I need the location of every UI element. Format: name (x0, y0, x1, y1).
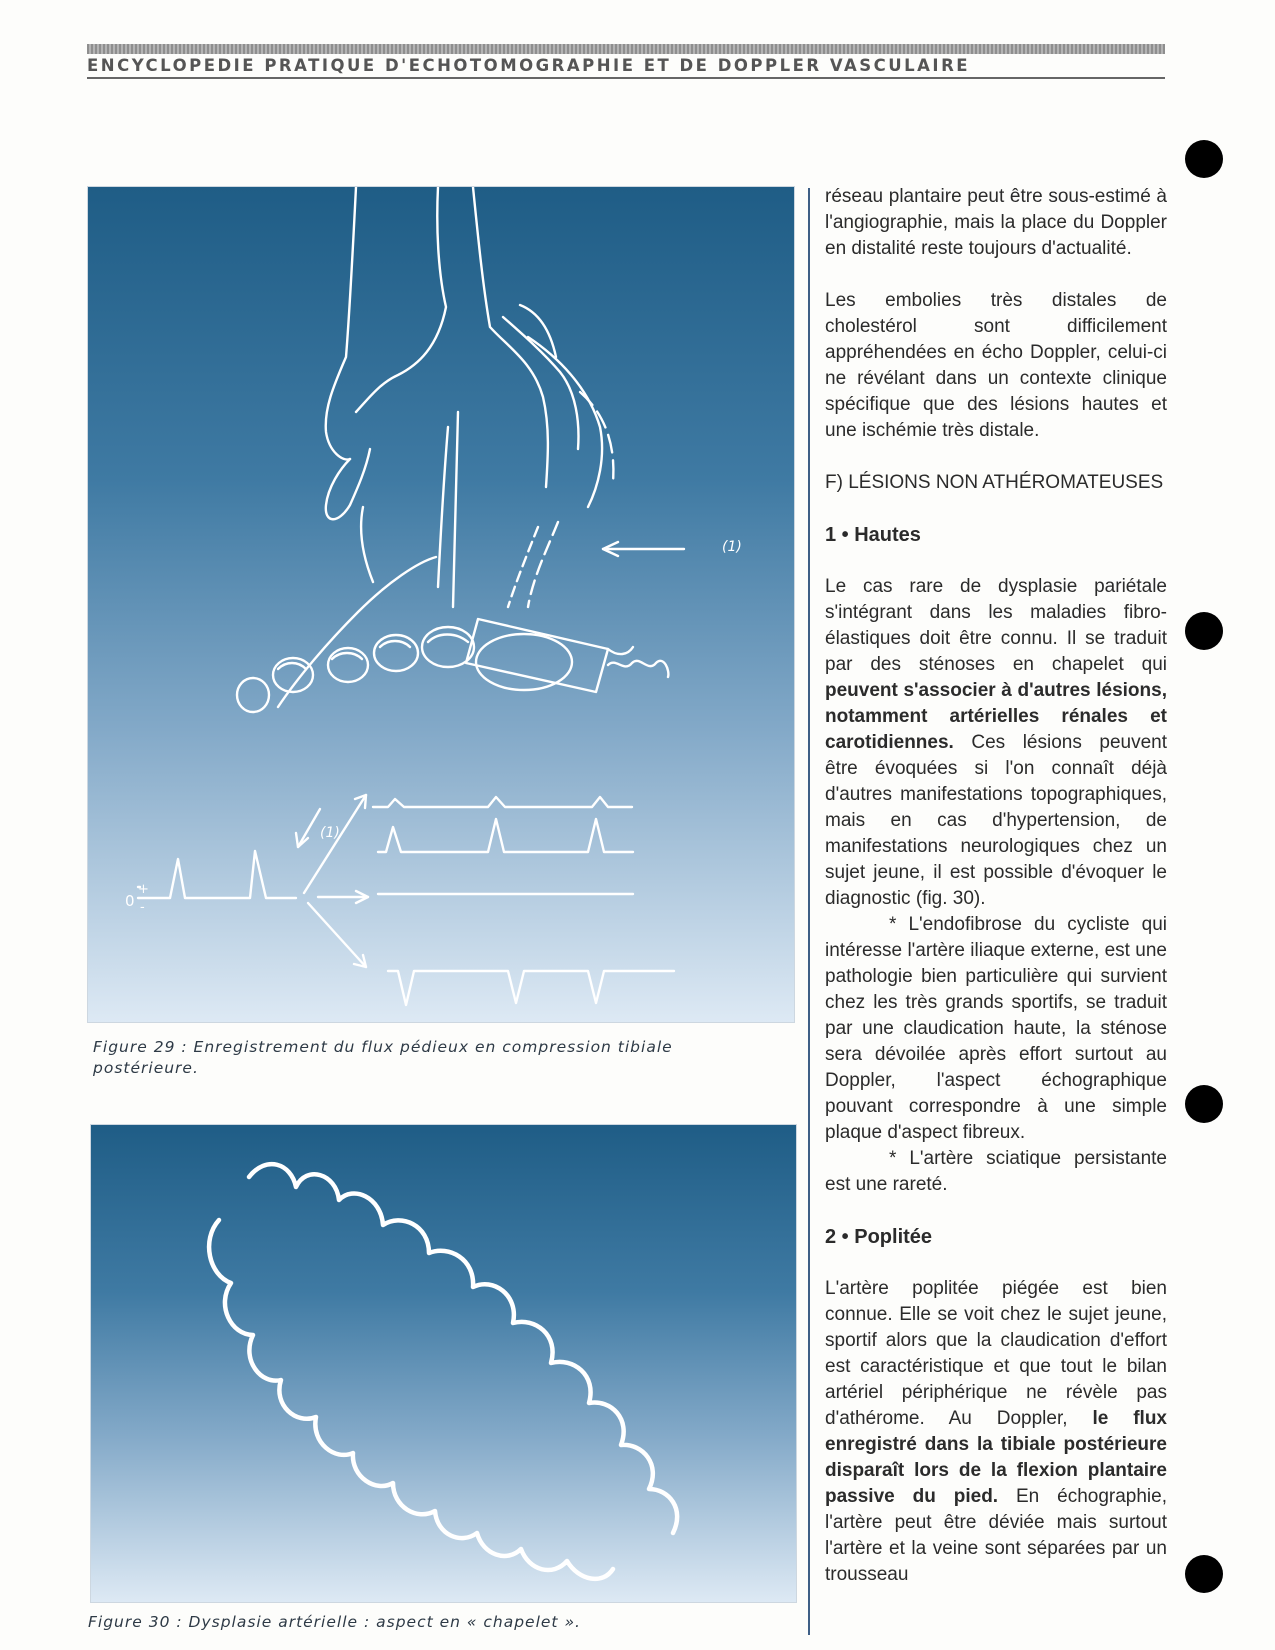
figure-30-illustration (90, 1124, 797, 1603)
paragraph: réseau plantaire peut être sous-estimé à l'angiographie, mais la place du Doppler en distalité reste toujours d'actualité. (825, 186, 1167, 259)
trace-inverted (388, 971, 674, 1005)
artery-wall-upper (249, 1164, 677, 1533)
paragraph (825, 574, 1167, 912)
finger-5 (580, 392, 613, 482)
header-underline (87, 77, 1165, 79)
label-arrow-top: (1) (722, 539, 742, 555)
arrow-diag-label (298, 809, 320, 847)
running-header: ENCYCLOPEDIE PRATIQUE D'ECHOTOMOGRAPHIE ET DE DOPPLER VASCULAIRE (87, 56, 971, 75)
label-zero: 0 (125, 892, 135, 910)
figure-29-caption: Figure 29 : Enregistrement du flux pédieux en compression tibiale postérieure. (93, 1038, 673, 1077)
toe-nail (332, 653, 362, 659)
paragraph-text: L'artère poplitée piégée est bien connue. Elle se voit chez le sujet jeune, sportif alors que la claudication d'effort est caractéristique et que tout le bilan artériel périphérique ne révèle pas d'athérome. Au Doppler, (825, 1278, 1167, 1429)
ankle-back (528, 522, 558, 607)
paragraph-text: Ces lésions peuvent être évoquées si l'on connaît déjà d'autres manifestations topographiques, mais en cas d'hypertension, de manifestations neurologiques chez un sujet jeune, il est possible d'évoquer le diagnostic (fig. 30). (825, 732, 1167, 909)
leg-outline (326, 187, 356, 460)
trace-top (373, 797, 632, 807)
binder-hole (1185, 140, 1223, 178)
paragraph-emphasis: le flux enregistré dans la tibiale postérieure disparaît lors de la flexion plantaire passive du pied. (825, 1408, 1167, 1507)
column-rule (808, 188, 810, 1635)
hand-outline (356, 187, 446, 412)
label-minus: - (140, 900, 145, 915)
paragraph-text: Le cas rare de dysplasie pariétale s'intégrant dans les maladies fibro-élastiques doit être connu. Il se traduit par des sténoses en chapelet qui (825, 576, 1167, 675)
probe-coil (608, 661, 668, 677)
ankle-back-2 (508, 527, 538, 607)
toe (237, 678, 269, 712)
shin-line (453, 412, 458, 607)
ankle-front (278, 557, 436, 707)
baseline-trace (138, 851, 296, 898)
figure-29-illustration (87, 186, 795, 1023)
paragraph-emphasis: peuvent s'associer à d'autres lésions, notamment artérielles rénales et carotidiennes. (825, 680, 1167, 753)
paragraph (825, 1276, 1167, 1588)
label-arrow-mid: (1) (320, 825, 340, 841)
finger-1 (473, 187, 548, 487)
header-rule (87, 44, 1165, 54)
trace-augmented (378, 819, 633, 852)
artery-wall-lower (209, 1220, 613, 1579)
toe (422, 627, 474, 667)
binder-hole (1185, 1085, 1223, 1123)
article-column (825, 184, 1167, 1588)
ankle-curve (361, 507, 373, 582)
binder-hole (1185, 1555, 1223, 1593)
shin-line-2 (438, 427, 448, 587)
toe (476, 634, 572, 690)
paragraph: * L'endofibrose du cycliste qui intéresse l'artère iliaque externe, est une pathologie bien particulière qui survient chez les très grands sportifs, se traduit par une claudication haute, la sténose sera dévoilée après effort surtout au Doppler, l'aspect échographique pouvant correspondre à une simple plaque d'aspect fibreux. (825, 914, 1167, 1143)
toe-nail (428, 635, 468, 643)
toe-nail (278, 663, 306, 669)
paragraph: * L'artère sciatique persistante est une rareté. (825, 1148, 1167, 1195)
figure-30-caption: Figure 30 : Dysplasie artérielle : aspect en « chapelet ». (88, 1613, 581, 1631)
subheading-poplitee: 2 • Poplitée (825, 1226, 933, 1248)
paragraph: Les embolies très distales de cholestérol sont difficilement appréhendées en écho Doppler, celui-ci ne révélant dans un contexte clinique spécifique que des lésions hautes et une ischémie très distale. (825, 290, 1167, 441)
binder-hole (1185, 612, 1223, 650)
section-heading: F) LÉSIONS NON ATHÉROMATEUSES (825, 472, 1164, 493)
finger-4 (528, 337, 602, 507)
subheading-hautes: 1 • Hautes (825, 524, 921, 546)
toe-nail (380, 641, 410, 647)
label-plus: + (138, 882, 149, 897)
finger-2 (503, 317, 578, 449)
paragraph-text: En échographie, l'artère peut être déviée mais surtout l'artère et la veine sont séparées par un trousseau (825, 1486, 1167, 1585)
arrow-up-right (304, 795, 366, 893)
arrow-down-right (308, 903, 366, 967)
probe-cable (608, 647, 633, 654)
